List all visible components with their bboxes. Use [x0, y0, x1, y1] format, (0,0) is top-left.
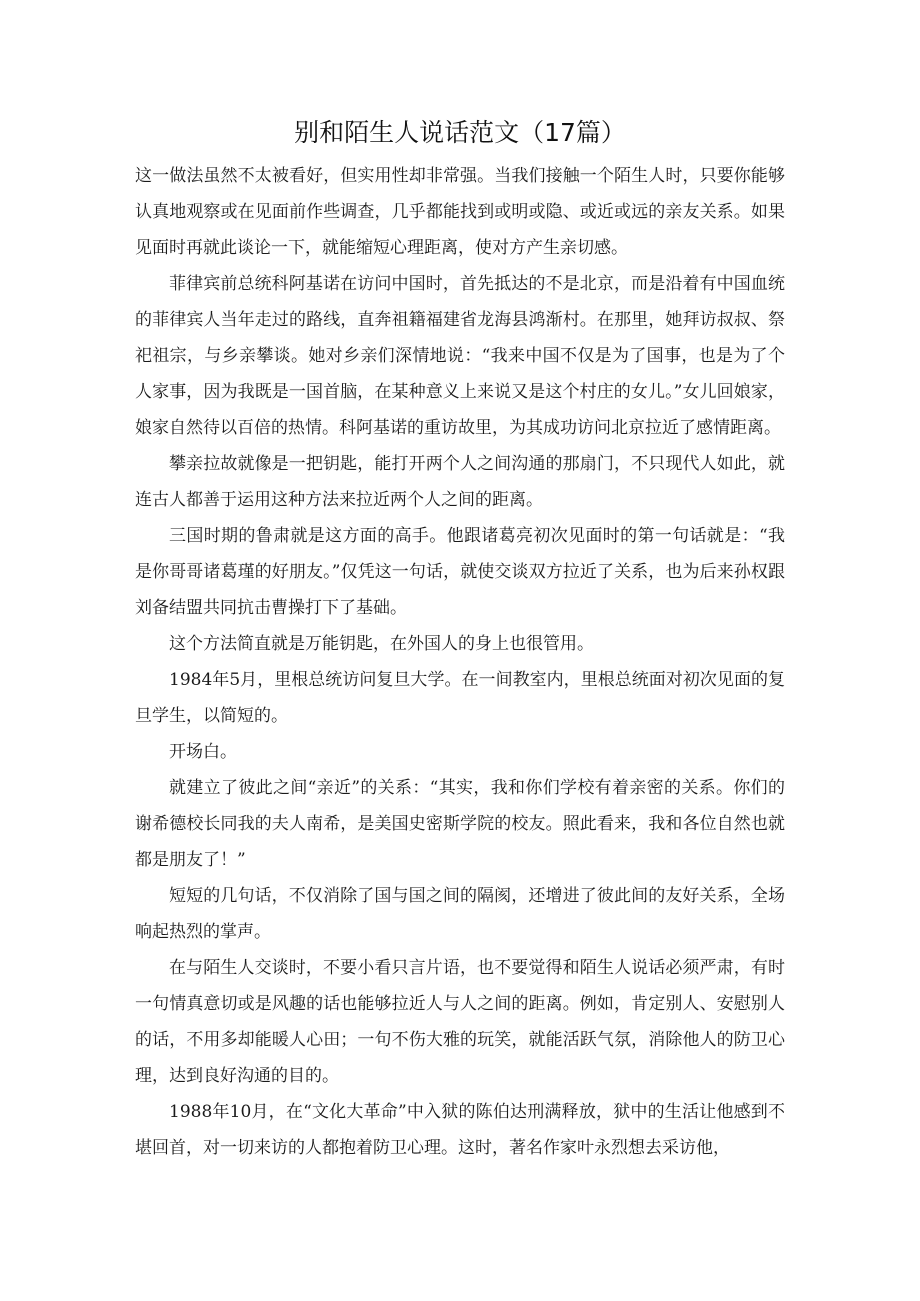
paragraph-5: 这个方法简直就是万能钥匙，在外国人的身上也很管用。 — [169, 634, 594, 654]
paragraph-7: 开场白。 — [169, 742, 237, 762]
paragraph-6: 1984年5月，里根总统访问复旦大学。在一间教室内，里根总统面对初次见面的复旦学生，以简短的。 — [135, 670, 785, 726]
paragraph-4: 三国时期的鲁肃就是这方面的高手。他跟诸葛亮初次见面时的第一句话就是：“我是你哥哥诸葛瑾的好朋友。”仅凭这一句话，就使交谈双方拉近了关系，也为后来孙权跟刘备结盟共同抗击曹操打下了基础。 — [135, 526, 785, 618]
paragraph-8: 就建立了彼此之间“亲近”的关系：“其实，我和你们学校有着亲密的关系。你们的谢希德校长同我的夫人南希，是美国史密斯学院的校友。照此看来，我和各位自然也就都是朋友了！” — [135, 778, 785, 870]
paragraph-3: 攀亲拉故就像是一把钥匙，能打开两个人之间沟通的那扇门，不只现代人如此，就连古人都善于运用这种方法来拉近两个人之间的距离。 — [135, 454, 785, 510]
paragraph-9: 短短的几句话，不仅消除了国与国之间的隔阂，还增进了彼此间的友好关系，全场响起热烈的掌声。 — [135, 886, 785, 942]
paragraph-1: 这一做法虽然不太被看好，但实用性却非常强。当我们接触一个陌生人时，只要你能够认真地观察或在见面前作些调查，几乎都能找到或明或隐、或近或远的亲友关系。如果见面时再就此谈论一下，就能缩短心理距离，使对方产生亲切感。 — [135, 166, 785, 258]
document-body — [135, 158, 785, 1166]
document-title: 别和陌生人说话范文（17篇） — [294, 118, 626, 147]
paragraph-10: 在与陌生人交谈时，不要小看只言片语，也不要觉得和陌生人说话必须严肃，有时一句情真意切或是风趣的话也能够拉近人与人之间的距离。例如，肯定别人、安慰别人的话，不用多却能暖人心田；一句不伤大雅的玩笑，就能活跃气氛，消除他人的防卫心理，达到良好沟通的目的。 — [135, 958, 785, 1086]
paragraph-11: 1988年10月，在“文化大革命”中入狱的陈伯达刑满释放，狱中的生活让他感到不堪回首，对一切来访的人都抱着防卫心理。这时，著名作家叶永烈想去采访他， — [135, 1102, 785, 1158]
paragraph-2: 菲律宾前总统科阿基诺在访问中国时，首先抵达的不是北京，而是沿着有中国血统的菲律宾人当年走过的路线，直奔祖籍福建省龙海县鸿渐村。在那里，她拜访叔叔、祭祀祖宗，与乡亲攀谈。她对乡亲们深情地说：“我来中国不仅是为了国事，也是为了个人家事，因为我既是一国首脑，在某种意义上来说又是这个村庄的女儿。”女儿回娘家，娘家自然待以百倍的热情。科阿基诺的重访故里，为其成功访问北京拉近了感情距离。 — [135, 274, 785, 438]
